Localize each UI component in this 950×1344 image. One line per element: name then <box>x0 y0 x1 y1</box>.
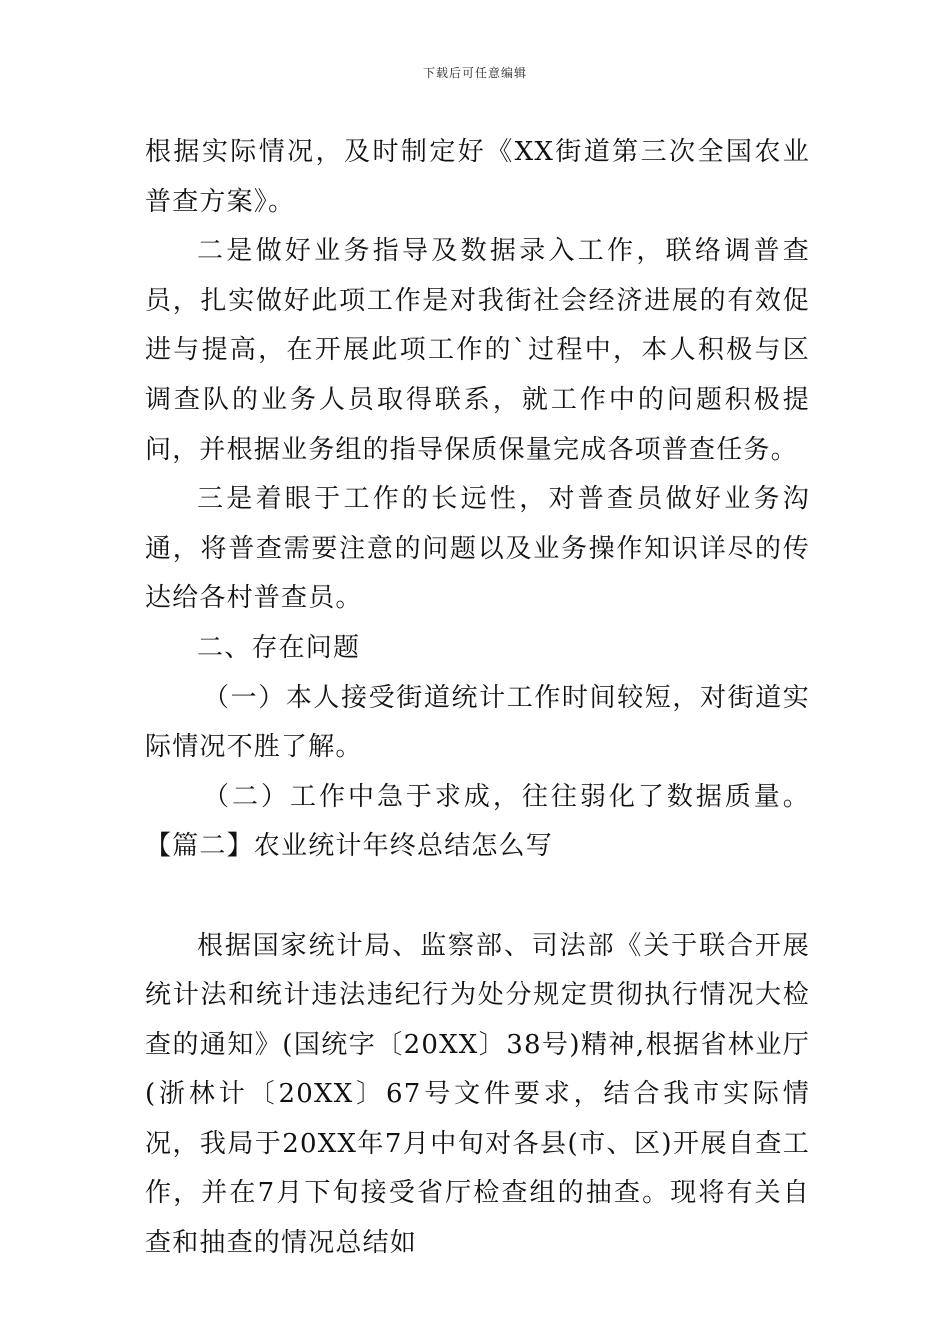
paragraph-problem-two: （二）工作中急于求成，往往弱化了数据质量。【篇二】农业统计年终总结怎么写 <box>145 781 810 862</box>
paragraph-plan-continuation: 根据实际情况，及时制定好《XX街道第三次全国农业普查方案》。 <box>145 137 810 217</box>
paragraph-problem-one: （一）本人接受街道统计工作时间较短，对街道实际情况不胜了解。 <box>145 682 810 763</box>
page-header: 下载后可任意编辑 <box>422 66 527 80</box>
document-body <box>145 128 810 1269</box>
paragraph-point-three: 三是着眼于工作的长远性，对普查员做好业务沟通，将普查需要注意的问题以及业务操作知识详尽的传达给各村普查员。 <box>145 484 810 614</box>
paragraph-point-two: 二是做好业务指导及数据录入工作，联络调普查员，扎实做好此项工作是对我街社会经济进展的有效促进与提高，在开展此项工作的`过程中，本人积极与区调查队的业务人员取得联系，就工作中的问题积极提问，并根据业务组的指导保质保量完成各项普查任务。 <box>145 236 810 465</box>
section-heading-problems: 二、存在问题 <box>197 632 361 663</box>
paragraph-gap <box>145 872 810 922</box>
paragraph-article-two-intro: 根据国家统计局、监察部、司法部《关于联合开展统计法和统计违法违纪行为处分规定贯彻执行情况大检查的通知》(国统字〔20XX〕38号)精神,根据省林业厅(浙林计〔20XX〕67号文件要求，结合我市实际情况，我局于20XX年7月中旬对各县(市、区)开展自查工作，并在7月下旬接受省厅检查组的抽查。现将有关自查和抽查的情况总结如 <box>145 930 810 1259</box>
